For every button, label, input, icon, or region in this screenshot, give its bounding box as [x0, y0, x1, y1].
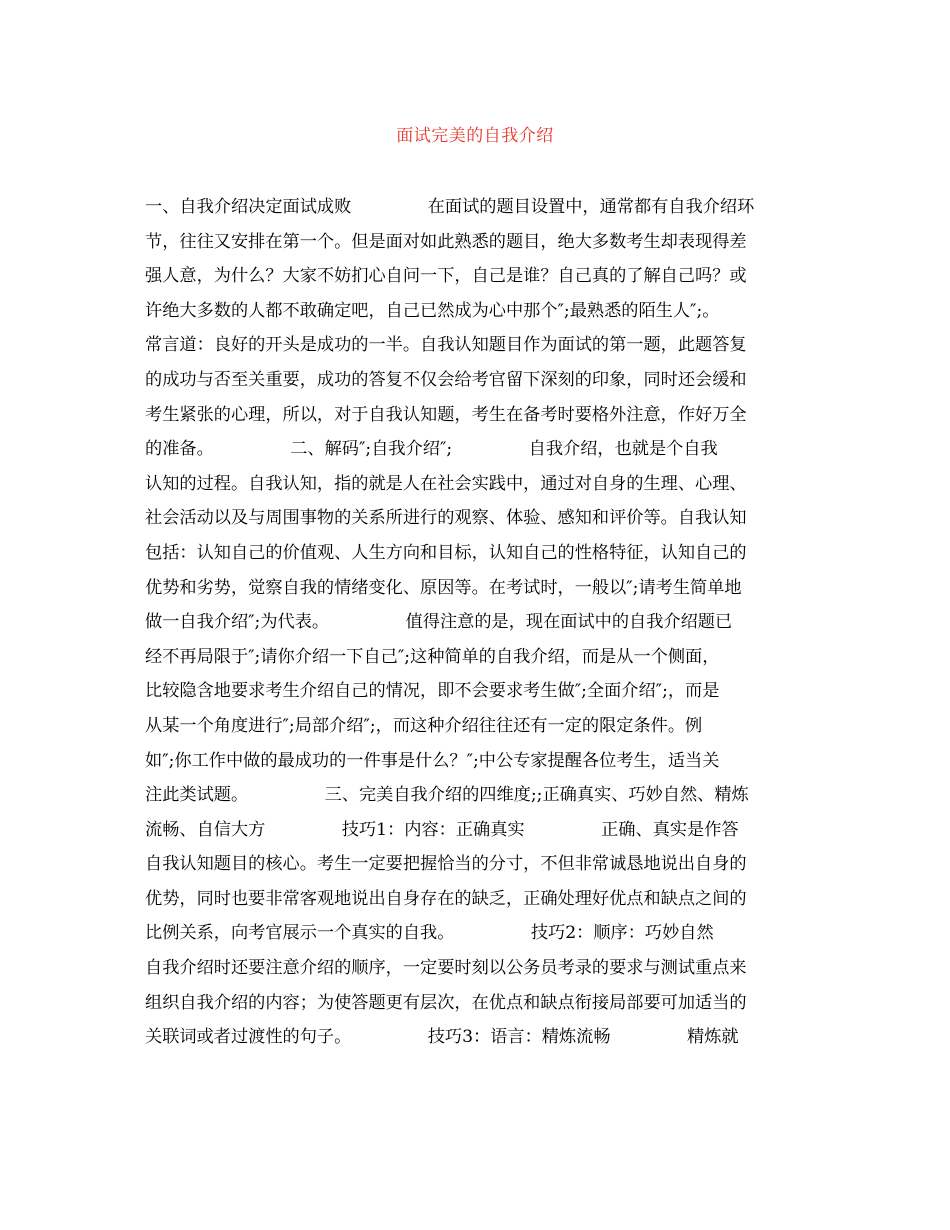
body-line: 流畅、自信大方 技巧1：内容：正确真实 正确、真实是作答 [145, 819, 739, 840]
body-line: 比例关系，向考官展示一个真实的自我。 技巧2：顺序：巧妙自然 [145, 923, 714, 944]
body-line: 一、自我介绍决定面试成败 在面试的题目设置中，通常都有自我介绍环 [145, 197, 755, 217]
body-line: 认知的过程。自我认知，指的就是人在社会实践中，通过对自身的生理、心理、 [145, 473, 747, 494]
body-line: 优势和劣势，觉察自我的情绪变化、原因等。在考试时，一般以″;请考生简单地 [145, 577, 742, 598]
body-line: 优势，同时也要非常客观地说出自身存在的缺乏，正确处理好优点和缺点之间的 [145, 888, 747, 909]
body-line: 节，往往又安排在第一个。但是面对如此熟悉的题目，绝大多数考生却表现得差 [145, 231, 747, 252]
body-line: 做一自我介绍″;为代表。 值得注意的是，现在面试中的自我介绍题已 [145, 612, 733, 633]
document-title: 面试完美的自我介绍 [396, 126, 554, 146]
body-line: 关联词或者过渡性的句子。 技巧3：语言：精炼流畅 精炼就 [145, 1027, 739, 1048]
document-body [145, 190, 805, 1055]
body-line: 从某一个角度进行″;局部介绍″;，而这种介绍往往还有一定的限定条件。例 [145, 715, 703, 736]
body-line: 的成功与否至关重要，成功的答复不仅会给考官留下深刻的印象，同时还会缓和 [145, 369, 747, 390]
body-line: 注此类试题。 三、完美自我介绍的四维度;;正确真实、巧妙自然、精炼 [145, 785, 749, 806]
body-line: 自我认知题目的核心。考生一定要把握恰当的分寸，不但非常诚恳地说出自身的 [145, 854, 747, 875]
body-line: 社会活动以及与周围事物的关系所进行的观察、体验、感知和评价等。自我认知 [145, 508, 747, 529]
body-line: 包括：认知自己的价值观、人生方向和目标，认知自己的性格特征，认知自己的 [145, 542, 747, 563]
body-line: 经不再局限于″;请你介绍一下自己″;这种简单的自我介绍，而是从一个侧面， [145, 646, 720, 667]
body-line: 如″;你工作中做的最成功的一件事是什么？″;中公专家提醒各位考生，适当关 [145, 750, 720, 771]
body-line: 组织自我介绍的内容；为使答题更有层次，在优点和缺点衔接局部要可加适当的 [145, 992, 747, 1013]
body-line: 自我介绍时还要注意介绍的顺序，一定要时刻以公务员考录的要求与测试重点来 [145, 958, 747, 979]
body-line: 许绝大多数的人都不敢确定吧，自己已然成为心中那个″;最熟悉的陌生人″;。 [145, 300, 720, 321]
body-line: 强人意，为什么？大家不妨扪心自问一下，自己是谁？自己真的了解自己吗？或 [145, 266, 747, 287]
body-line: 常言道：良好的开头是成功的一半。自我认知题目作为面试的第一题，此题答复 [145, 335, 747, 356]
body-line: 比较隐含地要求考生介绍自己的情况，即不会要求考生做″;全面介绍″;，而是 [145, 681, 720, 702]
body-line: 考生紧张的心理，所以，对于自我认知题，考生在备考时要格外注意，作好万全 [145, 404, 747, 425]
body-line: 的准备。 二、解码″;自我介绍″; 自我介绍，也就是个自我 [145, 439, 718, 460]
